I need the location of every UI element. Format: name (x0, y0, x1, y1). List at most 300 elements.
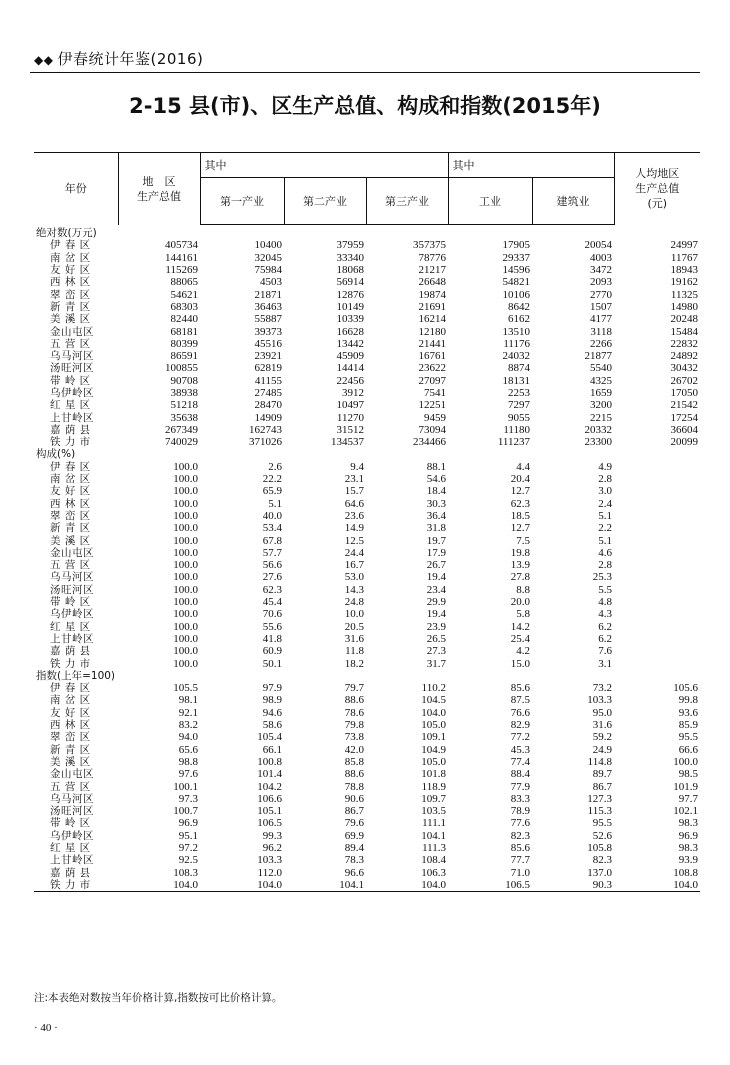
table-cell: 39373 (254, 325, 282, 338)
row-label: 嘉 荫 县 (50, 645, 91, 658)
table-row (34, 584, 700, 596)
table-cell: 96.9 (678, 829, 698, 842)
table-cell: 2093 (590, 276, 612, 289)
table-cell: 4.4 (516, 460, 530, 473)
table-cell (614, 571, 700, 583)
table-cell: 26648 (418, 276, 446, 289)
row-label: 南 岔 区 (50, 251, 91, 264)
table-cell: 4325 (590, 374, 612, 387)
table-cell: 5540 (590, 362, 612, 375)
table-cell: 23.4 (426, 583, 446, 596)
table-cell: 21542 (670, 399, 698, 412)
table-cell: 15.0 (510, 657, 530, 670)
row-label: 乌伊岭区 (50, 829, 94, 842)
table-row (34, 387, 700, 399)
row-label: 五 营 区 (50, 559, 91, 572)
row-label: 友 好 区 (50, 706, 91, 719)
table-cell: 85.6 (510, 841, 530, 854)
table-row (34, 362, 700, 374)
row-label: 金山屯区 (50, 325, 94, 338)
table-cell: 18.5 (510, 509, 530, 522)
table-cell: 88.1 (426, 460, 446, 473)
table-cell: 66.6 (678, 743, 698, 756)
table-cell: 2.8 (598, 559, 612, 572)
table-cell (614, 498, 700, 510)
table-cell: 100.1 (173, 780, 198, 793)
row-label: 带 岭 区 (50, 596, 91, 609)
table-cell: 100.0 (173, 485, 198, 498)
table-row (34, 793, 700, 805)
table-cell: 82.9 (510, 719, 530, 732)
section-header-row (34, 225, 700, 240)
col-group-of-which-2: 其中 (448, 153, 614, 178)
table-cell: 88.4 (510, 768, 530, 781)
table-cell: 92.5 (178, 854, 198, 867)
table-cell: 24032 (502, 350, 530, 363)
row-label: 带 岭 区 (50, 374, 91, 387)
table-cell (614, 559, 700, 571)
table-cell: 111.3 (422, 841, 446, 854)
table-cell: 82440 (170, 313, 198, 326)
table-cell: 100.0 (173, 632, 198, 645)
table-cell: 105.0 (421, 719, 446, 732)
table-cell: 19874 (418, 288, 446, 301)
table-cell: 97.6 (178, 768, 198, 781)
table-cell (614, 657, 700, 669)
col-header-per-capita: 人均地区 生产总值 (元) (614, 153, 700, 225)
table-cell: 50.1 (262, 657, 282, 670)
table-cell: 12.7 (510, 485, 530, 498)
table-cell: 10.0 (344, 608, 364, 621)
table-row (34, 534, 700, 546)
table-cell: 14909 (254, 411, 282, 424)
table-cell: 18.2 (344, 657, 364, 670)
table-row (34, 411, 700, 423)
table-cell: 53.4 (262, 522, 282, 535)
table-cell: 100.7 (173, 805, 198, 818)
table-row (34, 608, 700, 620)
table-cell: 67.8 (262, 534, 282, 547)
table-cell: 79.7 (344, 682, 364, 695)
table-cell: 88.6 (344, 694, 364, 707)
table-cell: 12251 (418, 399, 446, 412)
table-cell: 95.1 (178, 829, 198, 842)
table-cell: 7541 (424, 387, 446, 399)
table-row (34, 743, 700, 755)
table-row (34, 866, 700, 878)
table-cell: 105.0 (421, 755, 446, 768)
table-cell: 24.4 (344, 546, 364, 559)
table-cell: 357375 (413, 239, 446, 252)
table-cell: 10339 (336, 313, 364, 326)
table-cell: 3912 (342, 387, 364, 399)
table-cell: 90708 (170, 374, 198, 387)
table-cell: 1659 (590, 387, 612, 399)
table-cell: 100.0 (173, 534, 198, 547)
table-cell: 20099 (670, 436, 698, 449)
table-cell: 31.7 (426, 657, 446, 670)
table-cell: 16761 (418, 350, 446, 363)
table-row (34, 768, 700, 780)
col-header-primary: 第一产业 (200, 178, 284, 225)
table-cell: 41155 (254, 374, 282, 387)
row-label: 翠 峦 区 (50, 288, 91, 301)
table-cell: 27097 (418, 374, 446, 387)
table-cell: 22832 (670, 337, 698, 350)
header-rule (30, 72, 700, 73)
row-label: 新 青 区 (50, 522, 91, 535)
table-cell: 66.1 (262, 743, 282, 756)
table-cell: 100.0 (173, 596, 198, 609)
table-cell: 28470 (254, 399, 282, 412)
table-row (34, 842, 700, 854)
table-cell: 93.9 (678, 854, 698, 867)
table-cell: 100855 (165, 362, 198, 375)
table-cell: 20054 (584, 239, 612, 252)
row-label: 乌伊岭区 (50, 608, 94, 621)
table-cell: 33340 (336, 251, 364, 264)
table-cell: 106.5 (257, 817, 282, 830)
table-row (34, 694, 700, 706)
table-cell: 30432 (670, 362, 698, 375)
table-cell: 3200 (590, 399, 612, 412)
table-cell: 12.5 (344, 534, 364, 547)
table-cell: 20248 (670, 313, 698, 326)
table-row (34, 805, 700, 817)
row-label: 新 青 区 (50, 300, 91, 313)
table-cell: 109.1 (421, 731, 446, 744)
table-cell: 21441 (418, 337, 446, 350)
table-cell: 16628 (336, 325, 364, 338)
table-cell: 80399 (170, 337, 198, 350)
table-cell: 54621 (170, 288, 198, 301)
table-cell: 94.0 (178, 731, 198, 744)
table-cell (614, 584, 700, 596)
table-cell: 2770 (590, 288, 612, 301)
table-cell: 31512 (336, 423, 364, 436)
table-cell: 99.8 (678, 694, 698, 707)
row-label: 美 溪 区 (50, 755, 91, 768)
table-row (34, 571, 700, 583)
table-cell: 105.1 (257, 805, 282, 818)
row-label: 友 好 区 (50, 485, 91, 498)
table-cell: 70.6 (262, 608, 282, 621)
table-row (34, 596, 700, 608)
table-cell: 77.2 (510, 731, 530, 744)
col-header-secondary: 第二产业 (284, 178, 366, 225)
table-row (34, 461, 700, 473)
table-row (34, 276, 700, 288)
table-cell: 42.0 (344, 743, 364, 756)
table-cell: 13510 (502, 325, 530, 338)
table-cell: 144161 (165, 251, 198, 264)
table-cell: 127.3 (587, 792, 612, 805)
row-label: 翠 峦 区 (50, 509, 91, 522)
row-label: 红 星 区 (50, 841, 91, 854)
row-label: 铁 力 市 (34, 879, 118, 892)
table-cell: 26702 (670, 374, 698, 387)
table-cell: 22.2 (262, 473, 282, 486)
row-label: 乌马河区 (50, 571, 94, 584)
table-row (34, 879, 700, 892)
table-cell: 17254 (670, 411, 698, 424)
table-row (34, 313, 700, 325)
table-cell: 99.3 (262, 829, 282, 842)
table-cell: 104.0 (421, 706, 446, 719)
table-cell: 38938 (170, 387, 198, 399)
table-cell: 11180 (503, 423, 530, 436)
table-cell: 17050 (670, 387, 698, 399)
row-label: 铁 力 市 (50, 657, 91, 670)
table-cell: 11270 (336, 411, 364, 424)
table-cell: 93.6 (678, 706, 698, 719)
table-cell: 27.8 (510, 571, 530, 584)
table-cell: 105.6 (673, 682, 698, 695)
table-row (34, 522, 700, 534)
table-cell: 31.6 (592, 719, 612, 732)
table-cell: 56914 (336, 276, 364, 289)
table-cell: 162743 (249, 423, 282, 436)
table-cell: 405734 (165, 239, 198, 252)
table-cell: 79.6 (344, 817, 364, 830)
table-cell: 45.3 (510, 743, 530, 756)
table-cell: 52.6 (592, 829, 612, 842)
table-cell (614, 510, 700, 522)
table-cell: 16214 (418, 313, 446, 326)
table-cell: 88065 (170, 276, 198, 289)
table-cell: 23921 (254, 350, 282, 363)
table-cell: 21691 (418, 300, 446, 313)
table-cell: 100.0 (173, 546, 198, 559)
gdp-table (34, 152, 700, 892)
row-label: 上甘岭区 (50, 411, 94, 424)
table-row (34, 350, 700, 362)
table-cell: 7.6 (598, 645, 612, 658)
table-cell: 102.1 (673, 805, 698, 818)
table-row (34, 252, 700, 264)
table-row (34, 473, 700, 485)
table-cell: 100.0 (673, 755, 698, 768)
table-cell (614, 633, 700, 645)
table-cell: 267349 (165, 423, 198, 436)
table-cell: 110.2 (421, 682, 446, 695)
table-cell: 71.0 (510, 866, 530, 879)
table-row (34, 719, 700, 731)
table-cell: 45.4 (262, 596, 282, 609)
table-cell: 45516 (254, 337, 282, 350)
table-cell (614, 485, 700, 497)
table-cell: 21877 (584, 350, 612, 363)
table-body (34, 225, 700, 892)
table-cell: 104.5 (421, 694, 446, 707)
table-row (34, 854, 700, 866)
row-label: 红 星 区 (50, 620, 91, 633)
table-cell: 25.3 (592, 571, 612, 584)
table-cell: 14980 (670, 300, 698, 313)
table-cell: 13.9 (510, 559, 530, 572)
table-cell: 8.8 (516, 583, 530, 596)
table-cell: 11767 (670, 251, 698, 264)
table-row (34, 436, 700, 448)
table-cell: 18943 (670, 264, 698, 277)
table-cell: 97.2 (178, 841, 198, 854)
table-cell: 60.9 (262, 645, 282, 658)
table-cell: 77.4 (510, 755, 530, 768)
table-cell: 1507 (590, 300, 612, 313)
row-label: 汤旺河区 (50, 805, 94, 818)
table-cell: 55.6 (262, 620, 282, 633)
table-cell: 12876 (336, 288, 364, 301)
table-cell: 104.2 (257, 780, 282, 793)
table-cell: 9459 (424, 411, 446, 424)
table-cell (614, 461, 700, 473)
table-cell: 104.0 (200, 879, 284, 892)
table-cell: 3.1 (598, 657, 612, 670)
table-cell: 11.8 (345, 645, 364, 658)
table-cell: 86.7 (344, 805, 364, 818)
table-cell (614, 608, 700, 620)
table-cell: 86.7 (592, 780, 612, 793)
table-cell: 108.3 (173, 866, 198, 879)
table-cell: 19.4 (426, 571, 446, 584)
table-cell: 19.8 (510, 546, 530, 559)
table-cell: 89.7 (592, 768, 612, 781)
table-cell: 115.3 (587, 805, 612, 818)
table-cell: 24.8 (344, 596, 364, 609)
table-cell: 17.9 (426, 546, 446, 559)
table-cell: 55887 (254, 313, 282, 326)
table-cell: 51218 (170, 399, 198, 412)
table-cell: 118.9 (421, 780, 446, 793)
table-cell: 3118 (590, 325, 612, 338)
table-cell: 20332 (584, 423, 612, 436)
table-cell: 87.5 (510, 694, 530, 707)
table-cell: 35638 (170, 411, 198, 424)
table-cell: 90.6 (344, 792, 364, 805)
row-label: 金山屯区 (50, 546, 94, 559)
table-cell: 4.9 (598, 460, 612, 473)
row-label: 西 林 区 (50, 719, 91, 732)
table-cell: 111237 (497, 436, 530, 449)
row-label: 上甘岭区 (50, 632, 94, 645)
table-cell: 54.6 (426, 473, 446, 486)
running-head (34, 48, 203, 69)
table-cell: 98.3 (678, 817, 698, 830)
table-row (34, 780, 700, 792)
table-cell: 17905 (502, 239, 530, 252)
table-cell: 6162 (508, 313, 530, 326)
table-cell: 100.0 (173, 620, 198, 633)
table-cell: 12.7 (510, 522, 530, 535)
table-cell: 62.3 (510, 497, 530, 510)
table-cell (614, 596, 700, 608)
col-header-gdp: 地 区 生产总值 (118, 153, 200, 225)
row-label: 铁 力 市 (50, 436, 91, 449)
row-label: 五 营 区 (50, 337, 91, 350)
table-cell: 23300 (584, 436, 612, 449)
table-cell: 8642 (508, 300, 530, 313)
table-cell: 104.0 (118, 879, 200, 892)
table-cell: 740029 (165, 436, 198, 449)
table-cell: 14596 (502, 264, 530, 277)
table-cell: 103.3 (257, 854, 282, 867)
table-cell: 26.5 (426, 632, 446, 645)
table-cell: 85.9 (678, 719, 698, 732)
running-title: 伊春统计年鉴(2016) (57, 50, 204, 68)
row-label: 汤旺河区 (50, 583, 94, 596)
table-cell: 98.3 (678, 841, 698, 854)
table-cell: 5.1 (598, 509, 612, 522)
table-cell: 100.0 (173, 571, 198, 584)
table-cell: 96.9 (178, 817, 198, 830)
table-cell: 101.9 (673, 780, 698, 793)
row-label: 伊 春 区 (50, 682, 91, 695)
table-cell: 82.3 (592, 854, 612, 867)
table-cell: 2.4 (598, 497, 612, 510)
table-cell: 23.9 (426, 620, 446, 633)
table-cell: 79.8 (344, 719, 364, 732)
table-cell: 45909 (336, 350, 364, 363)
table-cell: 108.4 (421, 854, 446, 867)
table-cell: 20.4 (510, 473, 530, 486)
table-cell: 15.7 (344, 485, 364, 498)
table-cell (614, 473, 700, 485)
table-cell: 10400 (254, 239, 282, 252)
table-cell: 53.0 (344, 571, 364, 584)
table-cell: 41.8 (262, 632, 282, 645)
col-header-industry: 工业 (448, 178, 532, 225)
table-cell: 98.5 (678, 768, 698, 781)
row-label: 西 林 区 (50, 276, 91, 289)
table-cell: 19.7 (426, 534, 446, 547)
table-cell: 112.0 (257, 866, 282, 879)
table-cell: 100.0 (173, 608, 198, 621)
table-cell: 57.7 (262, 546, 282, 559)
table-row (34, 485, 700, 497)
table-cell: 62819 (254, 362, 282, 375)
table-cell: 78.9 (510, 805, 530, 818)
table-cell (614, 547, 700, 559)
table-cell: 8874 (508, 362, 530, 375)
table-cell: 104.0 (366, 879, 448, 892)
table-cell: 15484 (670, 325, 698, 338)
table-row (34, 645, 700, 657)
table-cell: 23.1 (344, 473, 364, 486)
table-cell (614, 621, 700, 633)
table-cell: 90.3 (532, 879, 614, 892)
table-row (34, 325, 700, 337)
table-cell: 14414 (336, 362, 364, 375)
table-cell: 7297 (508, 399, 530, 412)
table-cell: 5.5 (598, 583, 612, 596)
table-cell: 106.6 (257, 792, 282, 805)
table-cell: 100.0 (173, 559, 198, 572)
table-row (34, 264, 700, 276)
table-cell: 65.9 (262, 485, 282, 498)
table-cell: 98.8 (178, 755, 198, 768)
table-cell: 23622 (418, 362, 446, 375)
table-cell: 114.8 (587, 755, 612, 768)
table-cell: 78.3 (344, 854, 364, 867)
col-header-year: 年份 (34, 153, 118, 225)
table-cell: 3.0 (598, 485, 612, 498)
table-cell: 73.8 (344, 731, 364, 744)
table-cell: 97.9 (262, 682, 282, 695)
row-label: 五 营 区 (50, 780, 91, 793)
table-cell: 100.0 (173, 473, 198, 486)
table-cell: 97.7 (678, 792, 698, 805)
table-cell: 18131 (502, 374, 530, 387)
